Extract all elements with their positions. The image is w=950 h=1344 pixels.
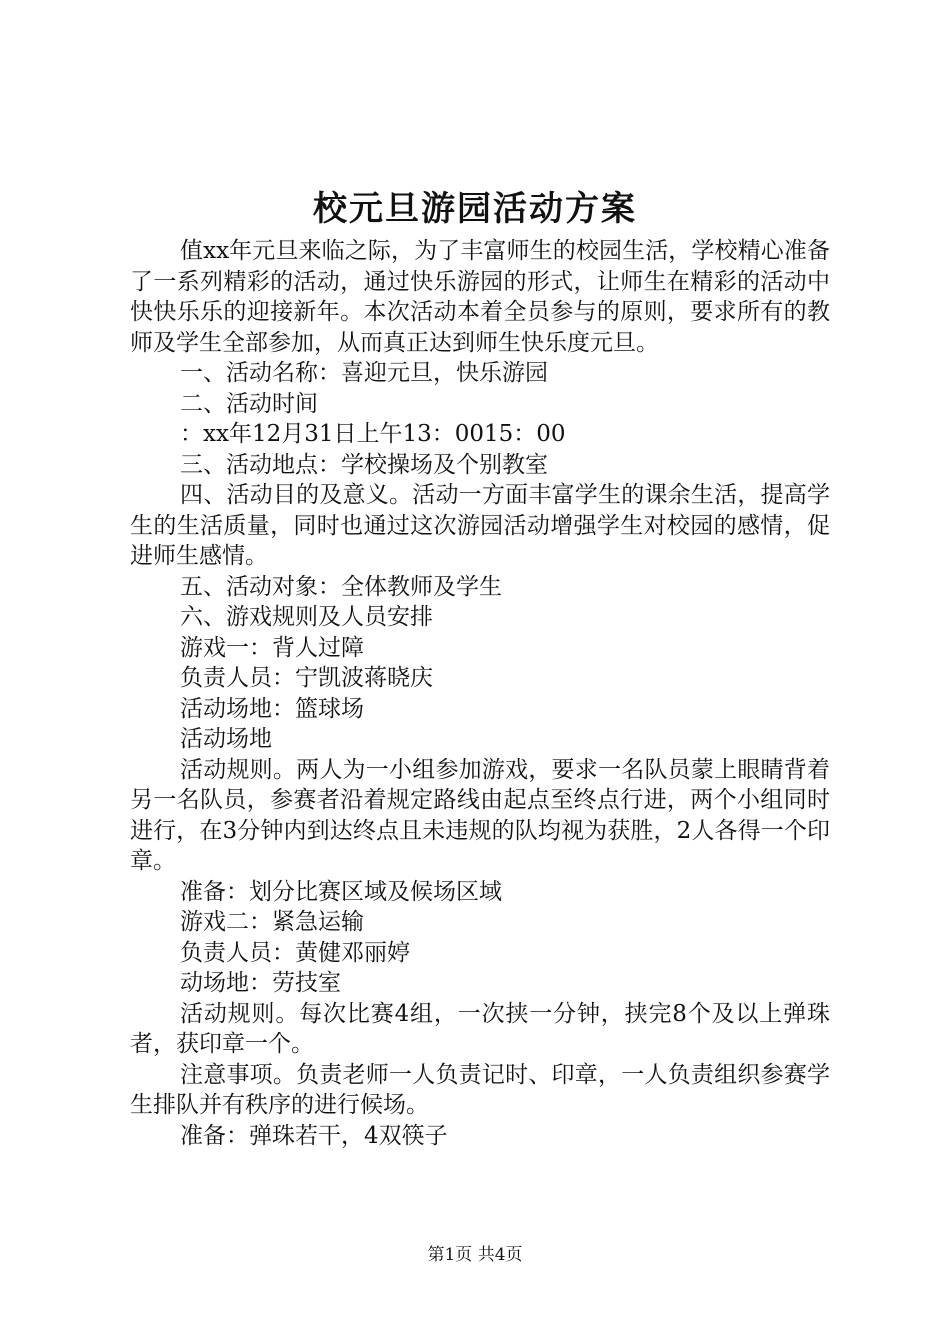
document-body <box>130 236 830 1151</box>
section-game-rules: 六、游戏规则及人员安排 <box>180 604 433 630</box>
section-activity-name: 一、活动名称：喜迎元旦，快乐游园 <box>180 360 548 386</box>
game-two-title: 游戏二：紧急运输 <box>180 909 364 935</box>
section-activity-location: 三、活动地点：学校操场及个别教室 <box>180 451 548 478</box>
game-one-staff: 负责人员：宁凯波蒋晓庆 <box>180 665 433 691</box>
activity-time-value: ：xx年12月31日上午13：0015：00 <box>180 421 566 447</box>
section-activity-purpose: 四、活动目的及意义。活动一方面丰富学生的课余生活，提高学生的生活质量，同时也通过这次游园活动增强学生对校园的感情，促进师生感情。 <box>130 482 830 569</box>
page-footer: 第1页 共4页 <box>427 1245 523 1265</box>
game-one-title: 游戏一：背人过障 <box>180 634 364 661</box>
game-one-venue: 活动场地：篮球场 <box>180 695 364 722</box>
game-two-rules: 活动规则。每次比赛4组，一次挟一分钟，挟完8个及以上弹珠者，获印章一个。 <box>130 1000 830 1057</box>
game-one-preparation: 准备：划分比赛区域及候场区域 <box>180 878 502 905</box>
game-two-staff: 负责人员：黄健邓丽婷 <box>180 939 410 966</box>
section-activity-time: 二、活动时间 <box>180 390 318 417</box>
intro-paragraph: 值xx年元旦来临之际，为了丰富师生的校园生活，学校精心准备了一系列精彩的活动，通过快乐游园的形式，让师生在精彩的活动中快快乐乐的迎接新年。本次活动本着全员参与的原则，要求所有的教师及学生全部参加，从而真正达到师生快乐度元旦。 <box>130 238 830 356</box>
game-two-preparation: 准备：弹珠若干，4双筷子 <box>180 1122 448 1149</box>
game-one-rules: 活动规则。两人为一小组参加游戏，要求一名队员蒙上眼睛背着另一名队员，参赛者沿着规定路线由起点至终点行进，两个小组同时进行，在3分钟内到达终点且未违规的队均视为获胜，2人各得一个印章。 <box>130 756 830 874</box>
document-title: 校元旦游园活动方案 <box>313 189 637 229</box>
game-two-venue: 动场地：劳技室 <box>180 970 341 996</box>
game-two-notes: 注意事项。负责老师一人负责记时、印章，一人负责组织参赛学生排队并有秩序的进行候场。 <box>130 1061 830 1118</box>
section-activity-audience: 五、活动对象：全体教师及学生 <box>180 573 502 600</box>
game-one-venue-label: 活动场地 <box>180 726 272 752</box>
